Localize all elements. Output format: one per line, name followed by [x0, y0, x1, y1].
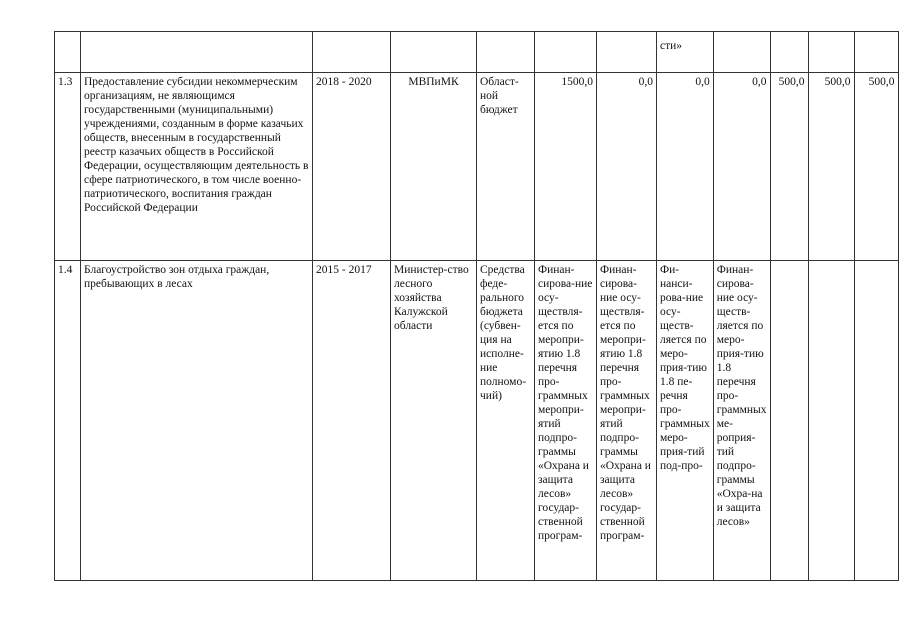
table-cell: [391, 32, 477, 73]
table-cell: [713, 32, 770, 73]
table-cell: [55, 32, 81, 73]
table-row-1-3: [55, 73, 899, 261]
value-year-2017: 0,0: [713, 73, 770, 261]
value-year-2015: Финан-сирова-ние осу-ществля-ется по меропри-ятию 1.8 перечня про-граммных меропри-ятий подпро-граммы «Охрана и защита лесов» государ-ственной програм-: [597, 261, 657, 581]
table-cell: [597, 32, 657, 73]
table-row-continuation: [55, 32, 899, 73]
executor: Министер-ство лесного хозяйства Калужской области: [391, 261, 477, 581]
period: 2018 - 2020: [313, 73, 391, 261]
value-year-2015: 0,0: [597, 73, 657, 261]
value-year-2016: Фи-нанси-рова-ние осу-ществ-ляется по меро-прия-тию 1.8 пе-речня про-граммных меро-прия-тий под-про-: [657, 261, 714, 581]
row-number: 1.3: [55, 73, 81, 261]
value-total: 1500,0: [535, 73, 597, 261]
funding-source: Средства феде-рального бюджета (субвен-ция на исполне-ние полномо-чий): [477, 261, 535, 581]
table-cell: [854, 32, 898, 73]
activity-name: Благоустройство зон отдыха граждан, пребывающих в лесах: [81, 261, 313, 581]
activity-name: Предоставление субсидии некоммерческим организациям, не являющимся государственными (муниципальными) учреждениями, созданным в форме казачьих обществ, внесенным в государственный реестр казачьих обществ в Российской Федерации, осуществляющим деятельность в сфере патриотического, в том числе военно-патриотического, воспитания граждан Российской Федерации: [81, 73, 313, 261]
row-number: 1.4: [55, 261, 81, 581]
value-total: Финан-сирова-ние осу-ществля-ется по меропри-ятию 1.8 перечня про-граммных меропри-ятий подпро-граммы «Охрана и защита лесов» государ-ственной програм-: [535, 261, 597, 581]
table-cell: [770, 32, 808, 73]
executor: МВПиМК: [391, 73, 477, 261]
value-year-2017: Финан-сирова-ние осу-ществ-ляется по меро-прия-тию 1.8 перечня про-граммных ме-роприя-тий подпро-граммы «Охра-на и защита лесов»: [713, 261, 770, 581]
value-year-2019: 500,0: [808, 73, 854, 261]
value-year-2020: [854, 261, 898, 581]
table-cell: [477, 32, 535, 73]
funding-source: Област-ной бюджет: [477, 73, 535, 261]
table-row-1-4: [55, 261, 899, 581]
value-year-2020: 500,0: [854, 73, 898, 261]
table-cell: [313, 32, 391, 73]
table-cell: сти»: [657, 32, 714, 73]
period: 2015 - 2017: [313, 261, 391, 581]
table-cell: [535, 32, 597, 73]
value-year-2016: 0,0: [657, 73, 714, 261]
value-year-2018: [770, 261, 808, 581]
table-cell: [808, 32, 854, 73]
value-year-2019: [808, 261, 854, 581]
table-cell: [81, 32, 313, 73]
program-activities-table: [54, 31, 899, 581]
value-year-2018: 500,0: [770, 73, 808, 261]
